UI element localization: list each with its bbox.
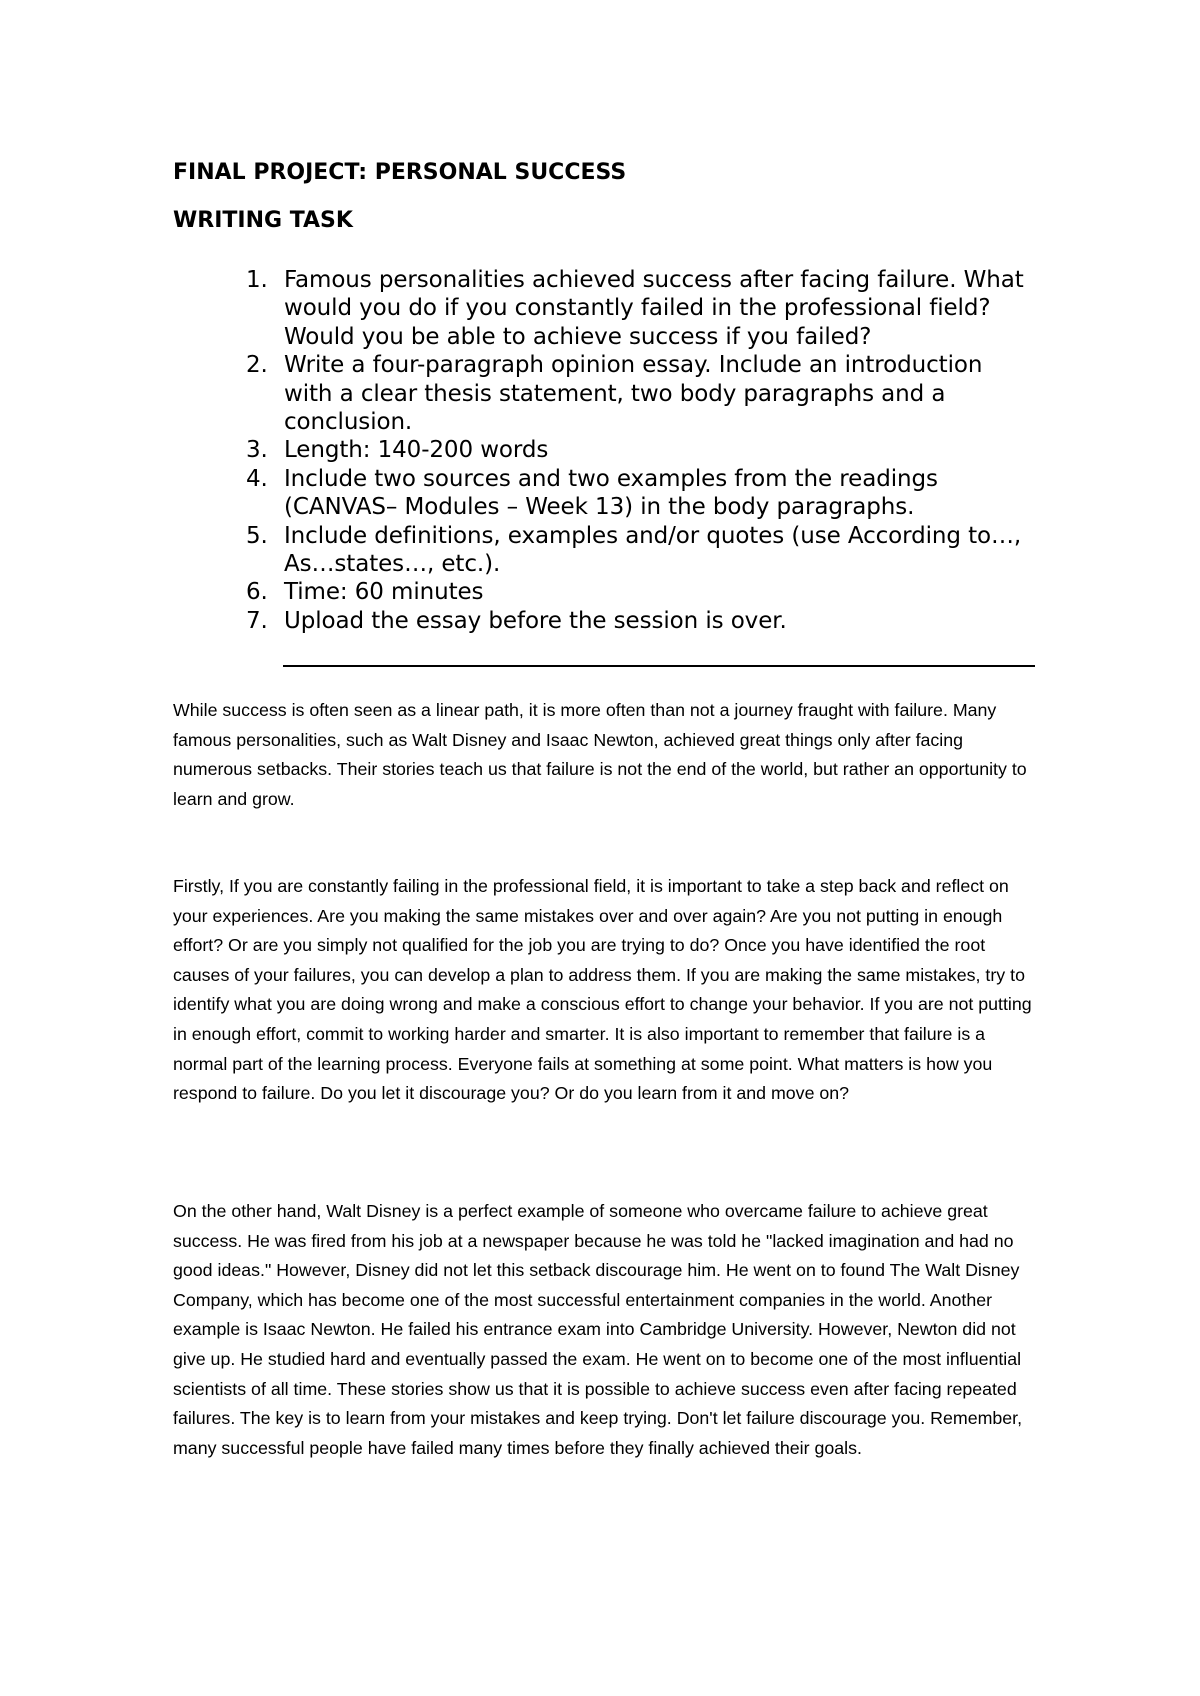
divider-line [283,665,1035,667]
page-title: FINAL PROJECT: PERSONAL SUCCESS [173,160,627,185]
list-number: 3. [246,437,268,464]
list-item [246,607,1036,635]
list-item-text: Length: 140-200 words [284,437,549,464]
list-item-text: Upload the essay before the session is over. [284,607,787,634]
list-number: 7. [246,607,268,634]
list-item-text: Include two sources and two examples from the readings (CANVAS– Modules – Week 13) in the body paragraphs. [284,465,938,521]
essay-paragraph-body-2: On the other hand, Walt Disney is a perfect example of someone who overcame failure to achieve great success. He was fired from his job at a newspaper because he was told he "lacked imagination and had no good ideas." However, Disney did not let this setback discourage him. He went on to found The Walt Disney Company, which has become one of the most successful entertainment companies in the world. Another example is Isaac Newton. He failed his entrance exam into Cambridge University. However, Newton did not give up. He studied hard and eventually passed the exam. He went on to become one of the most influential scientists of all time. These stories show us that it is possible to achieve success even after facing repeated failures. The key is to learn from your mistakes and keep trying. Don't let failure discourage you. Remember, many successful people have failed many times before they finally achieved their goals. [173,1201,1023,1458]
list-item [246,522,1036,579]
list-item-text: Time: 60 minutes [284,579,484,606]
list-item [246,436,1036,464]
list-item [246,266,1036,351]
list-number: 2. [246,352,268,379]
list-item-text: Write a four-paragraph opinion essay. Include an introduction with a clear thesis statement, two body paragraphs and a conclusion. [284,352,983,436]
list-item [246,465,1036,522]
essay-paragraph-body-1: Firstly, If you are constantly failing in the professional field, it is important to take a step back and reflect on your experiences. Are you making the same mistakes over and over again? Are you not putting in enough effort? Or are you simply not qualified for the job you are trying to do? Once you have identified the root causes of your failures, you can develop a plan to address them. If you are making the same mistakes, try to identify what you are doing wrong and make a conscious effort to change your behavior. If you are not putting in enough effort, commit to working harder and smarter. It is also important to remember that failure is a normal part of the learning process. Everyone fails at something at some point. What matters is how you respond to failure. Do you let it discourage you? Or do you learn from it and move on? [173,876,1032,1104]
list-number: 5. [246,522,268,549]
list-item [246,351,1036,436]
list-item-text: Famous personalities achieved success after facing failure. What would you do if you constantly failed in the professional field? Would you be able to achieve success if you failed? [284,267,1024,350]
list-item-text: Include definitions, examples and/or quotes (use According to…, As…states…, etc.). [284,522,1022,578]
list-number: 1. [246,267,268,293]
list-number: 6. [246,579,268,606]
essay-paragraph-intro: While success is often seen as a linear path, it is more often than not a journey fraught with failure. Many famous personalities, such as Walt Disney and Isaac Newton, achieved great things only after facing numerous setbacks. Their stories teach us that failure is not the end of the world, but rather an opportunity to learn and grow. [173,700,1027,809]
list-number: 4. [246,465,268,492]
task-list [246,266,1036,635]
list-item [246,578,1036,606]
section-heading: WRITING TASK [173,208,353,233]
